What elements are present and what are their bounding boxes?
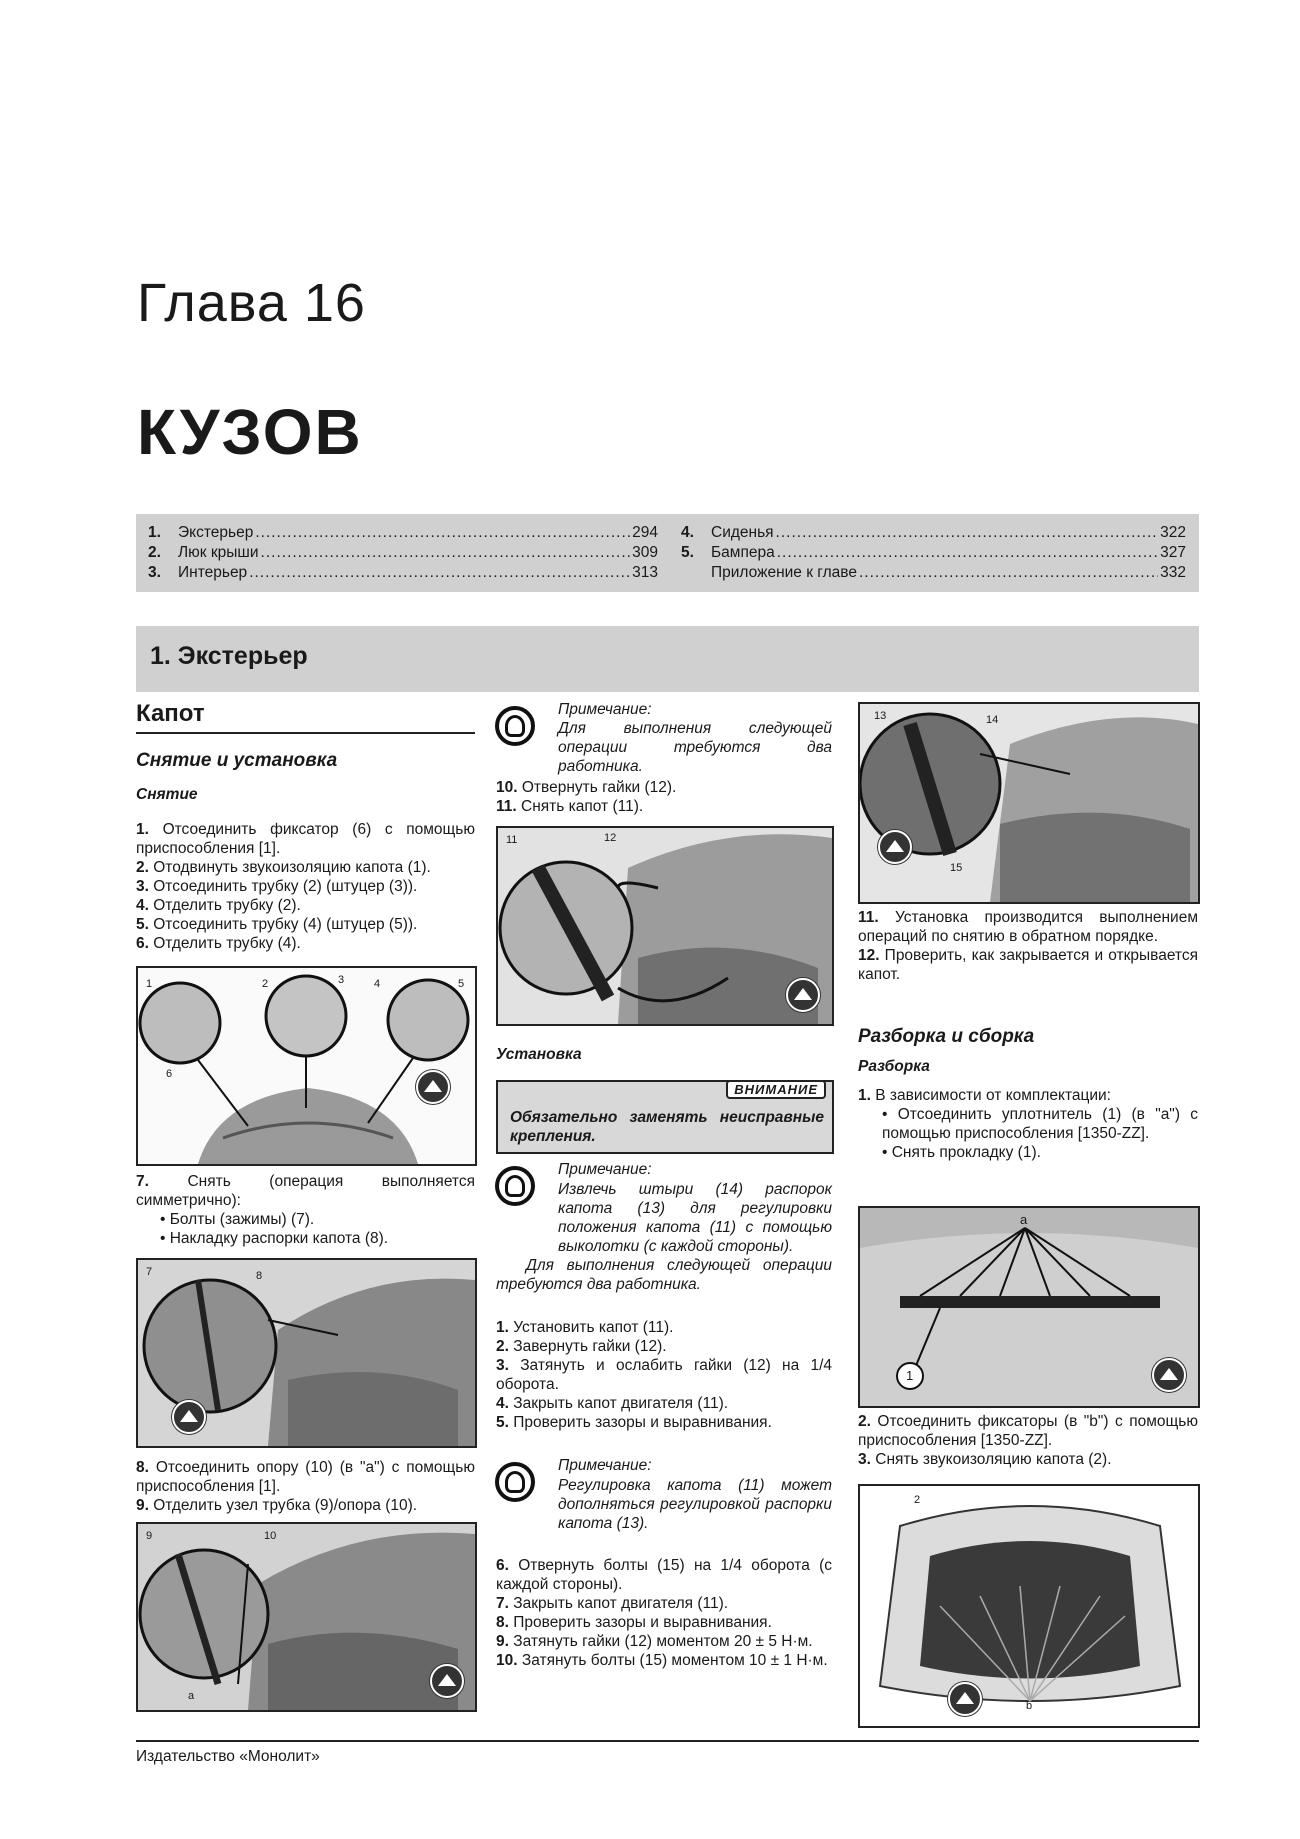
heading-disassembly-assembly: Разборка и сборка: [858, 1026, 1035, 1047]
note-text: Для выполнения следующей операции требуются два работника.: [558, 720, 832, 775]
column-1-step7: [136, 1172, 475, 1248]
step: 8. Проверить зазоры и выравнивания.: [496, 1614, 772, 1631]
footer-publisher: Издательство «Монолит»: [136, 1740, 1199, 1766]
callout-label: 4: [374, 978, 381, 990]
step: 4. Закрыть капот двигателя (11).: [496, 1395, 729, 1412]
step: 5. Проверить зазоры и выравнивания.: [496, 1414, 772, 1431]
figure-hood-insulation: [858, 1484, 1200, 1728]
step: 11. Снять капот (11).: [496, 798, 644, 815]
step: 4. Отделить трубку (2).: [136, 897, 301, 914]
toc-entry[interactable]: [681, 544, 1186, 564]
toc-entry[interactable]: [148, 564, 658, 584]
publisher-logo-icon: [786, 978, 820, 1012]
publisher-logo-icon: [430, 1664, 464, 1698]
figure-drawing: [138, 968, 475, 1164]
figure-drawing: [860, 1486, 1198, 1726]
warning-label: ВНИМАНИЕ: [726, 1080, 826, 1099]
step: 2. Отодвинуть звукоизоляцию капота (1).: [136, 859, 431, 876]
table-of-contents: [136, 514, 1199, 592]
figure-hood-nuts: [496, 826, 834, 1026]
toc-entry[interactable]: [148, 544, 658, 564]
bullet-item: • Накладку распорки капота (8).: [160, 1230, 389, 1247]
step: 1. Отсоединить фиксатор (6) с помощью приспособления [1].: [136, 821, 476, 857]
toc-right-column: [681, 524, 1186, 584]
step: 3. Снять звукоизоляцию капота (2).: [858, 1451, 1112, 1468]
publisher-logo-icon: [948, 1682, 982, 1716]
column-3-steps11-12: [858, 908, 1198, 984]
callout-label: 9: [146, 1530, 153, 1542]
step: 2. Отсоединить фиксаторы (в "b") с помощью приспособления [1350-ZZ].: [858, 1413, 1198, 1449]
heading-removal-installation: Снятие и установка: [136, 750, 338, 771]
figure-drawing: [860, 704, 1198, 902]
column-1-steps8-9: [136, 1458, 475, 1515]
toc-title: Интерьер: [178, 564, 248, 581]
column-2-steps6-10: [496, 1556, 832, 1670]
section-title: 1. Экстерьер: [150, 642, 308, 670]
toc-num: 2.: [148, 544, 161, 561]
callout-label: 7: [146, 1266, 153, 1278]
callout-label: 13: [874, 710, 887, 722]
toc-title: Экстерьер: [178, 524, 254, 541]
heading-removal: Снятие: [136, 786, 198, 803]
note-text: Извлечь штыри (14) распорок капота (13) для регулировки положения капота (11) с помощью выколотки (с каждой стороны).: [558, 1181, 832, 1255]
step: 6. Отделить трубку (4).: [136, 935, 301, 952]
toc-num: 5.: [681, 544, 694, 561]
publisher-logo-icon: [878, 830, 912, 864]
step1-wrap: [858, 1086, 1198, 1162]
toc-page: 327: [1160, 544, 1186, 561]
step: 1. Установить капот (11).: [496, 1319, 674, 1336]
step: 3. Затянуть и ослабить гайки (12) на 1/4 оборота.: [496, 1357, 832, 1393]
callout-label: b: [1026, 1700, 1033, 1712]
section-header-bar: [136, 626, 1199, 692]
note-3-body: [496, 1476, 832, 1533]
heading-installation: Установка: [496, 1046, 582, 1063]
toc-num: 4.: [681, 524, 694, 541]
note-lightbulb-icon: [495, 706, 535, 746]
column-3-steps2-3: [858, 1412, 1198, 1469]
toc-num: 1.: [148, 524, 161, 541]
callout-label: 14: [986, 714, 999, 726]
note-title: Примечание:: [558, 1161, 652, 1178]
bullet-item: • Снять прокладку (1).: [882, 1144, 1041, 1161]
callout-label: 5: [458, 978, 465, 990]
column-2-steps10-11: [496, 778, 832, 816]
publisher-logo-icon: [416, 1070, 450, 1104]
callout-label: 12: [604, 832, 617, 844]
note-2: [558, 1160, 832, 1179]
heading-installation-wrap: [496, 1046, 832, 1064]
figure-hood-tubes: [136, 966, 477, 1166]
step: 2. Завернуть гайки (12).: [496, 1338, 667, 1355]
warning-box: [496, 1080, 834, 1154]
column-1: [136, 700, 475, 953]
step: 5. Отсоединить трубку (4) (штуцер (5)).: [136, 916, 418, 933]
figure-strut-support: [136, 1522, 477, 1712]
toc-entry[interactable]: [148, 524, 658, 544]
note-title: Примечание:: [558, 701, 652, 718]
callout-label: 15: [950, 862, 963, 874]
callout-label: 3: [338, 974, 345, 986]
note-text-2: Для выполнения следующей операции требуются два работника.: [496, 1257, 832, 1293]
step: 6. Отвернуть болты (15) на 1/4 оборота (с каждой стороны).: [496, 1557, 832, 1593]
column-3-disassembly: [858, 1026, 1198, 1162]
publisher-logo-icon: [172, 1400, 206, 1434]
chapter-title: КУЗОВ: [137, 396, 363, 468]
heading-kapot: Капот: [136, 700, 475, 734]
chapter-label: Глава 16: [137, 273, 366, 333]
callout-label: a: [1020, 1212, 1028, 1227]
warning-text: Обязательно заменять неисправные крепления.: [510, 1109, 824, 1145]
callout-label: 1: [906, 1368, 914, 1383]
toc-title: Бампера: [711, 544, 775, 561]
callout-label: 1: [146, 978, 153, 990]
toc-left-column: [148, 524, 658, 584]
figure-hood-seal: [858, 1206, 1200, 1408]
publisher-logo-icon: [1152, 1358, 1186, 1392]
callout-label: 10: [264, 1530, 277, 1542]
callout-label: 11: [506, 834, 518, 846]
figure-hood-strut-trim: [136, 1258, 477, 1448]
toc-num: 3.: [148, 564, 161, 581]
step: 1. В зависимости от комплектации:: [858, 1087, 1111, 1104]
bullet-item: • Отсоединить уплотнитель (1) (в "а") с помощью приспособления [1350-ZZ].: [882, 1106, 1199, 1142]
step: 11. Установка производится выполнением операций по снятию в обратном порядке.: [858, 909, 1198, 945]
bullet-item: • Болты (зажимы) (7).: [160, 1211, 315, 1228]
callout-label: 2: [914, 1494, 921, 1506]
callout-label: 6: [166, 1068, 173, 1080]
figure-drawing: [138, 1524, 475, 1710]
toc-title: Люк крыши: [178, 544, 259, 561]
step: 8. Отсоединить опору (10) (в "а") с помощью приспособления [1].: [136, 1459, 475, 1495]
step: 10. Отвернуть гайки (12).: [496, 779, 677, 796]
step: 9. Отделить узел трубка (9)/опора (10).: [136, 1497, 418, 1514]
toc-page: 309: [632, 544, 658, 561]
toc-title: Приложение к главе: [711, 564, 857, 581]
heading-disassembly: Разборка: [858, 1058, 930, 1075]
step: 10. Затянуть болты (15) моментом 10 ± 1 Н·м.: [496, 1652, 828, 1669]
step: 7. Снять (операция выполняется симметрично):: [136, 1173, 475, 1209]
note-text: Регулировка капота (11) может дополняться регулировкой распорки капота (13).: [558, 1477, 832, 1532]
steps-list: [136, 820, 475, 953]
callout-label: 2: [262, 978, 269, 990]
note-title: Примечание:: [558, 1457, 652, 1474]
step: 7. Закрыть капот двигателя (11).: [496, 1595, 729, 1612]
step: 12. Проверить, как закрывается и открывается капот.: [858, 947, 1198, 983]
note-3: [558, 1456, 832, 1475]
step: 3. Отсоединить трубку (2) (штуцер (3)).: [136, 878, 418, 895]
toc-title: Сиденья: [711, 524, 774, 541]
toc-page: 294: [632, 524, 658, 541]
toc-page: 332: [1160, 564, 1186, 581]
figure-hood-strut-bolts: [858, 702, 1200, 904]
note-2-body: [496, 1180, 832, 1294]
callout-label: 8: [256, 1270, 263, 1282]
note-1: [558, 700, 832, 776]
step: 9. Затянуть гайки (12) моментом 20 ± 5 Н·м.: [496, 1633, 813, 1650]
toc-entry[interactable]: [681, 524, 1186, 544]
figure-drawing: [498, 828, 832, 1024]
toc-page: 313: [632, 564, 658, 581]
column-2-steps1-5: [496, 1318, 832, 1432]
callout-label: a: [188, 1690, 195, 1702]
toc-entry[interactable]: [681, 564, 1186, 584]
toc-page: 322: [1160, 524, 1186, 541]
